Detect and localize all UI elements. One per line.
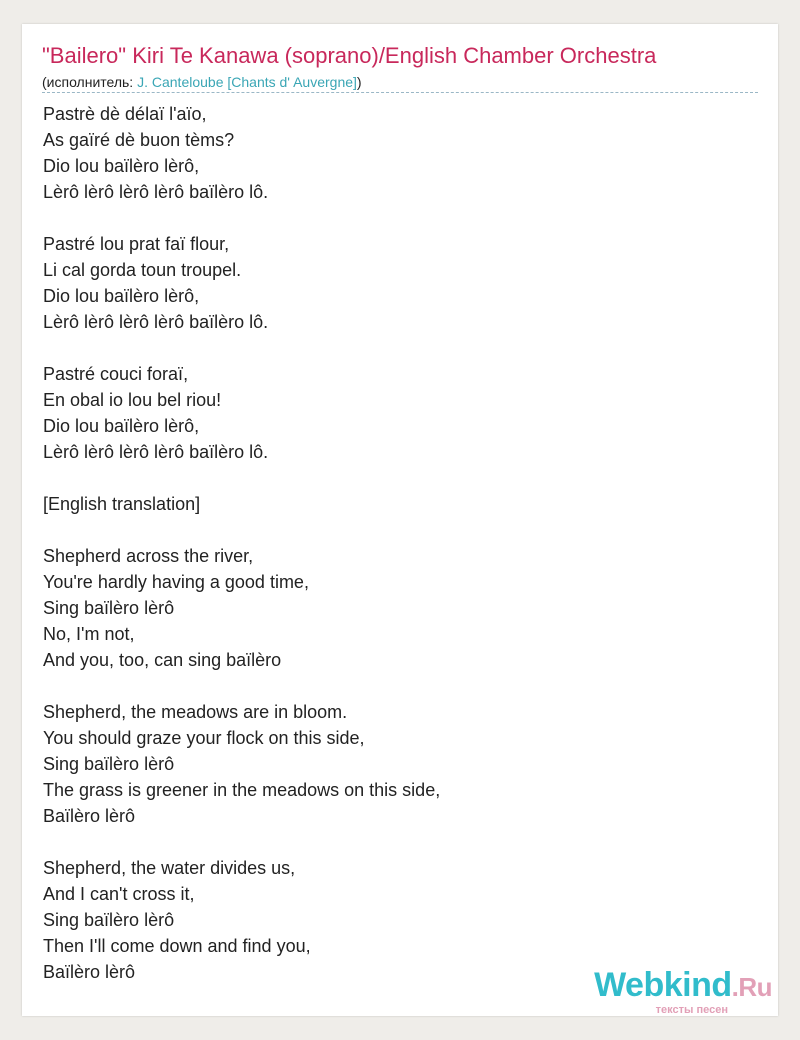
artist-suffix: ) (356, 74, 362, 90)
lyric-line: Lèrô lèrô lèrô lèrô baïlèro lô. (43, 182, 269, 202)
artist-link[interactable]: J. Canteloube [Chants d' Auvergne] (137, 74, 357, 90)
lyric-line: Shepherd, the water divides us, (43, 858, 296, 878)
lyric-line: Sing baïlèro lèrô (43, 598, 175, 618)
lyrics-body (43, 101, 743, 1011)
lyric-line: The grass is greener in the meadows on this side, (43, 780, 441, 800)
stanza-3 (43, 361, 743, 465)
lyric-line: Shepherd across the river, (43, 546, 254, 566)
lyric-line: You're hardly having a good time, (43, 572, 309, 592)
lyric-line: Pastré lou prat faï flour, (43, 234, 230, 254)
lyric-line: [English translation] (43, 494, 201, 514)
logo-brand: Webkind (594, 966, 732, 1004)
artist-prefix: (исполнитель: (42, 74, 138, 90)
header-divider (42, 92, 758, 93)
stanza-2 (43, 231, 743, 335)
translation-heading (43, 491, 743, 517)
lyric-line: No, I'm not, (43, 624, 135, 644)
lyric-line: You should graze your flock on this side, (43, 728, 365, 748)
lyric-line: As gaïré dè buon tèms? (43, 130, 235, 150)
lyric-line: Li cal gorda toun troupel. (43, 260, 242, 280)
lyric-line: Sing baïlèro lèrô (43, 910, 175, 930)
lyric-line: And you, too, can sing baïlèro (43, 650, 282, 670)
lyric-line: Pastré couci foraï, (43, 364, 189, 384)
lyric-line: Sing baïlèro lèrô (43, 754, 175, 774)
lyric-line: Pastrè dè délaï l'aïo, (43, 104, 207, 124)
page-title: "Bailero" Kiri Te Kanawa (soprano)/English Chamber Orchestra (42, 43, 657, 68)
logo-wordmark (594, 968, 772, 1004)
artist-line (42, 73, 362, 91)
lyric-line: En obal io lou bel riou! (43, 390, 222, 410)
lyric-line: Baïlèro lèrô (43, 806, 136, 826)
lyric-line: Dio lou baïlèro lèrô, (43, 416, 200, 436)
stanza-6 (43, 699, 743, 829)
lyric-line: Then I'll come down and find you, (43, 936, 311, 956)
lyric-line: And I can't cross it, (43, 884, 195, 904)
stanza-1 (43, 101, 743, 205)
lyric-line: Dio lou baïlèro lèrô, (43, 156, 200, 176)
logo-tld: .Ru (731, 972, 772, 1002)
lyric-line: Dio lou baïlèro lèrô, (43, 286, 200, 306)
stanza-5 (43, 543, 743, 673)
lyric-line: Lèrô lèrô lèrô lèrô baïlèro lô. (43, 442, 269, 462)
logo-tagline: тексты песен (655, 1004, 728, 1016)
lyric-line: Baïlèro lèrô (43, 962, 136, 982)
lyric-line: Shepherd, the meadows are in bloom. (43, 702, 348, 722)
lyric-line: Lèrô lèrô lèrô lèrô baïlèro lô. (43, 312, 269, 332)
site-logo[interactable] (594, 968, 772, 1016)
